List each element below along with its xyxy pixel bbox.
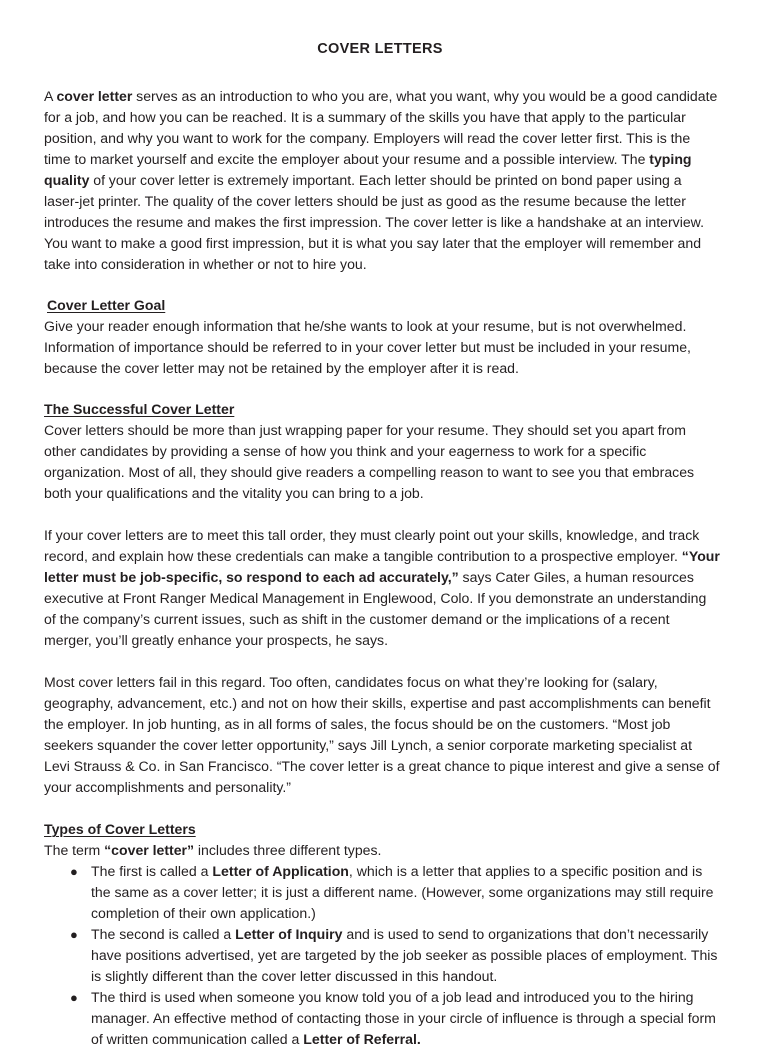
bullet-icon: ●	[70, 990, 78, 1006]
types-lead-in: The term “cover letter” includes three different types.	[44, 842, 382, 859]
spacer	[44, 379, 720, 399]
intro-paragraph: A cover letter serves as an introduction to who you are, what you want, why you would be a good candidate for a job, and how you can be reached. It is a summary of the skills you have that apply to the particular position, and why you want to work for the company. Employers will read the cover letter first. This is the time to market yourself and excite the employer about your resume and a possible interview. The typing quality of your cover letter is extremely important. Each letter should be printed on bond paper using a laser-jet printer. The quality of the cover letters should be just as good as the resume because the letter introduces the resume and makes the first impression. The cover letter is like a handshake at an interview. You want to make a good first impression, but it is what you say later that the employer will remember and take into consideration in whether or not to hire you.	[44, 88, 718, 273]
spacer	[44, 504, 720, 525]
section-heading: The Successful Cover Letter	[44, 401, 235, 418]
bullet-icon: ●	[70, 927, 78, 943]
paragraph-most-cover-letters-fail: Most cover letters fail in this regard. Too often, candidates focus on what they’re looking for (salary, geography, advancement, etc.) and not on how their skills, expertise and past accomplishments can benefit the employer. In job hunting, as in all forms of sales, the focus should be on the customers. “Most job seekers squander the cover letter opportunity,” says Jill Lynch, a senior corporate marketing specialist at Levi Strauss & Co. in San Francisco. “The cover letter is a great chance to pique interest and give a sense of your accomplishments and personality.”	[44, 674, 720, 796]
list-item	[44, 861, 720, 924]
spacer	[44, 651, 720, 672]
list-item-text: The first is called a Letter of Application, which is a letter that applies to a specific position and is the same as a cover letter; it is just a different name. (However, some organizations may still require completion of their own application.)	[91, 863, 714, 922]
spacer	[44, 798, 720, 819]
section-body: Cover letters should be more than just wrapping paper for your resume. They should set you apart from other candidates by providing a sense of how you think and your eagerness to work for a specific organization. Most of all, they should give readers a compelling reason to want to see you that embraces both your qualifications and the vitality you can bring to a job.	[44, 422, 695, 502]
section-heading: Cover Letter Goal	[47, 297, 166, 314]
types-bullet-list	[44, 861, 720, 1050]
paragraph-tall-order: If your cover letters are to meet this tall order, they must clearly point out your skills, knowledge, and track record, and explain how these credentials can make a tangible contribution to a prospective employer. “Your letter must be job-specific, so respond to each ad accurately,” says Cater Giles, a human resources executive at Front Ranger Medical Management in Englewood, Colo. If you demonstrate an understanding of the company’s current issues, such as shift in the customer demand or the implications of a recent merger, you’ll greatly enhance your prospects, he says.	[44, 527, 720, 649]
spacer	[44, 275, 720, 295]
section-types-of-cover-letters	[44, 819, 720, 1050]
list-item	[44, 924, 720, 987]
section-the-successful-cover-letter	[44, 399, 720, 504]
section-cover-letter-goal	[44, 295, 720, 379]
list-item-text: The second is called a Letter of Inquiry and is used to send to organizations that don’t necessarily have positions advertised, yet are targeted by the job seeker as possible places of employment. This is slightly different than the cover letter discussed in this handout.	[91, 926, 718, 985]
page-title: COVER LETTERS	[317, 41, 443, 57]
list-item	[44, 987, 720, 1050]
section-heading: Types of Cover Letters	[44, 821, 196, 838]
bullet-icon: ●	[70, 864, 78, 880]
section-body: Give your reader enough information that he/she wants to look at your resume, but is not overwhelmed. Information of importance should be referred to in your cover letter but must be included in your resume, because the cover letter may not be retained by the employer after it is read.	[44, 318, 691, 377]
list-item-text: The third is used when someone you know told you of a job lead and introduced you to the hiring manager. An effective method of contacting those in your circle of influence is through a special form of written communication called a Letter of Referral.	[91, 989, 716, 1048]
